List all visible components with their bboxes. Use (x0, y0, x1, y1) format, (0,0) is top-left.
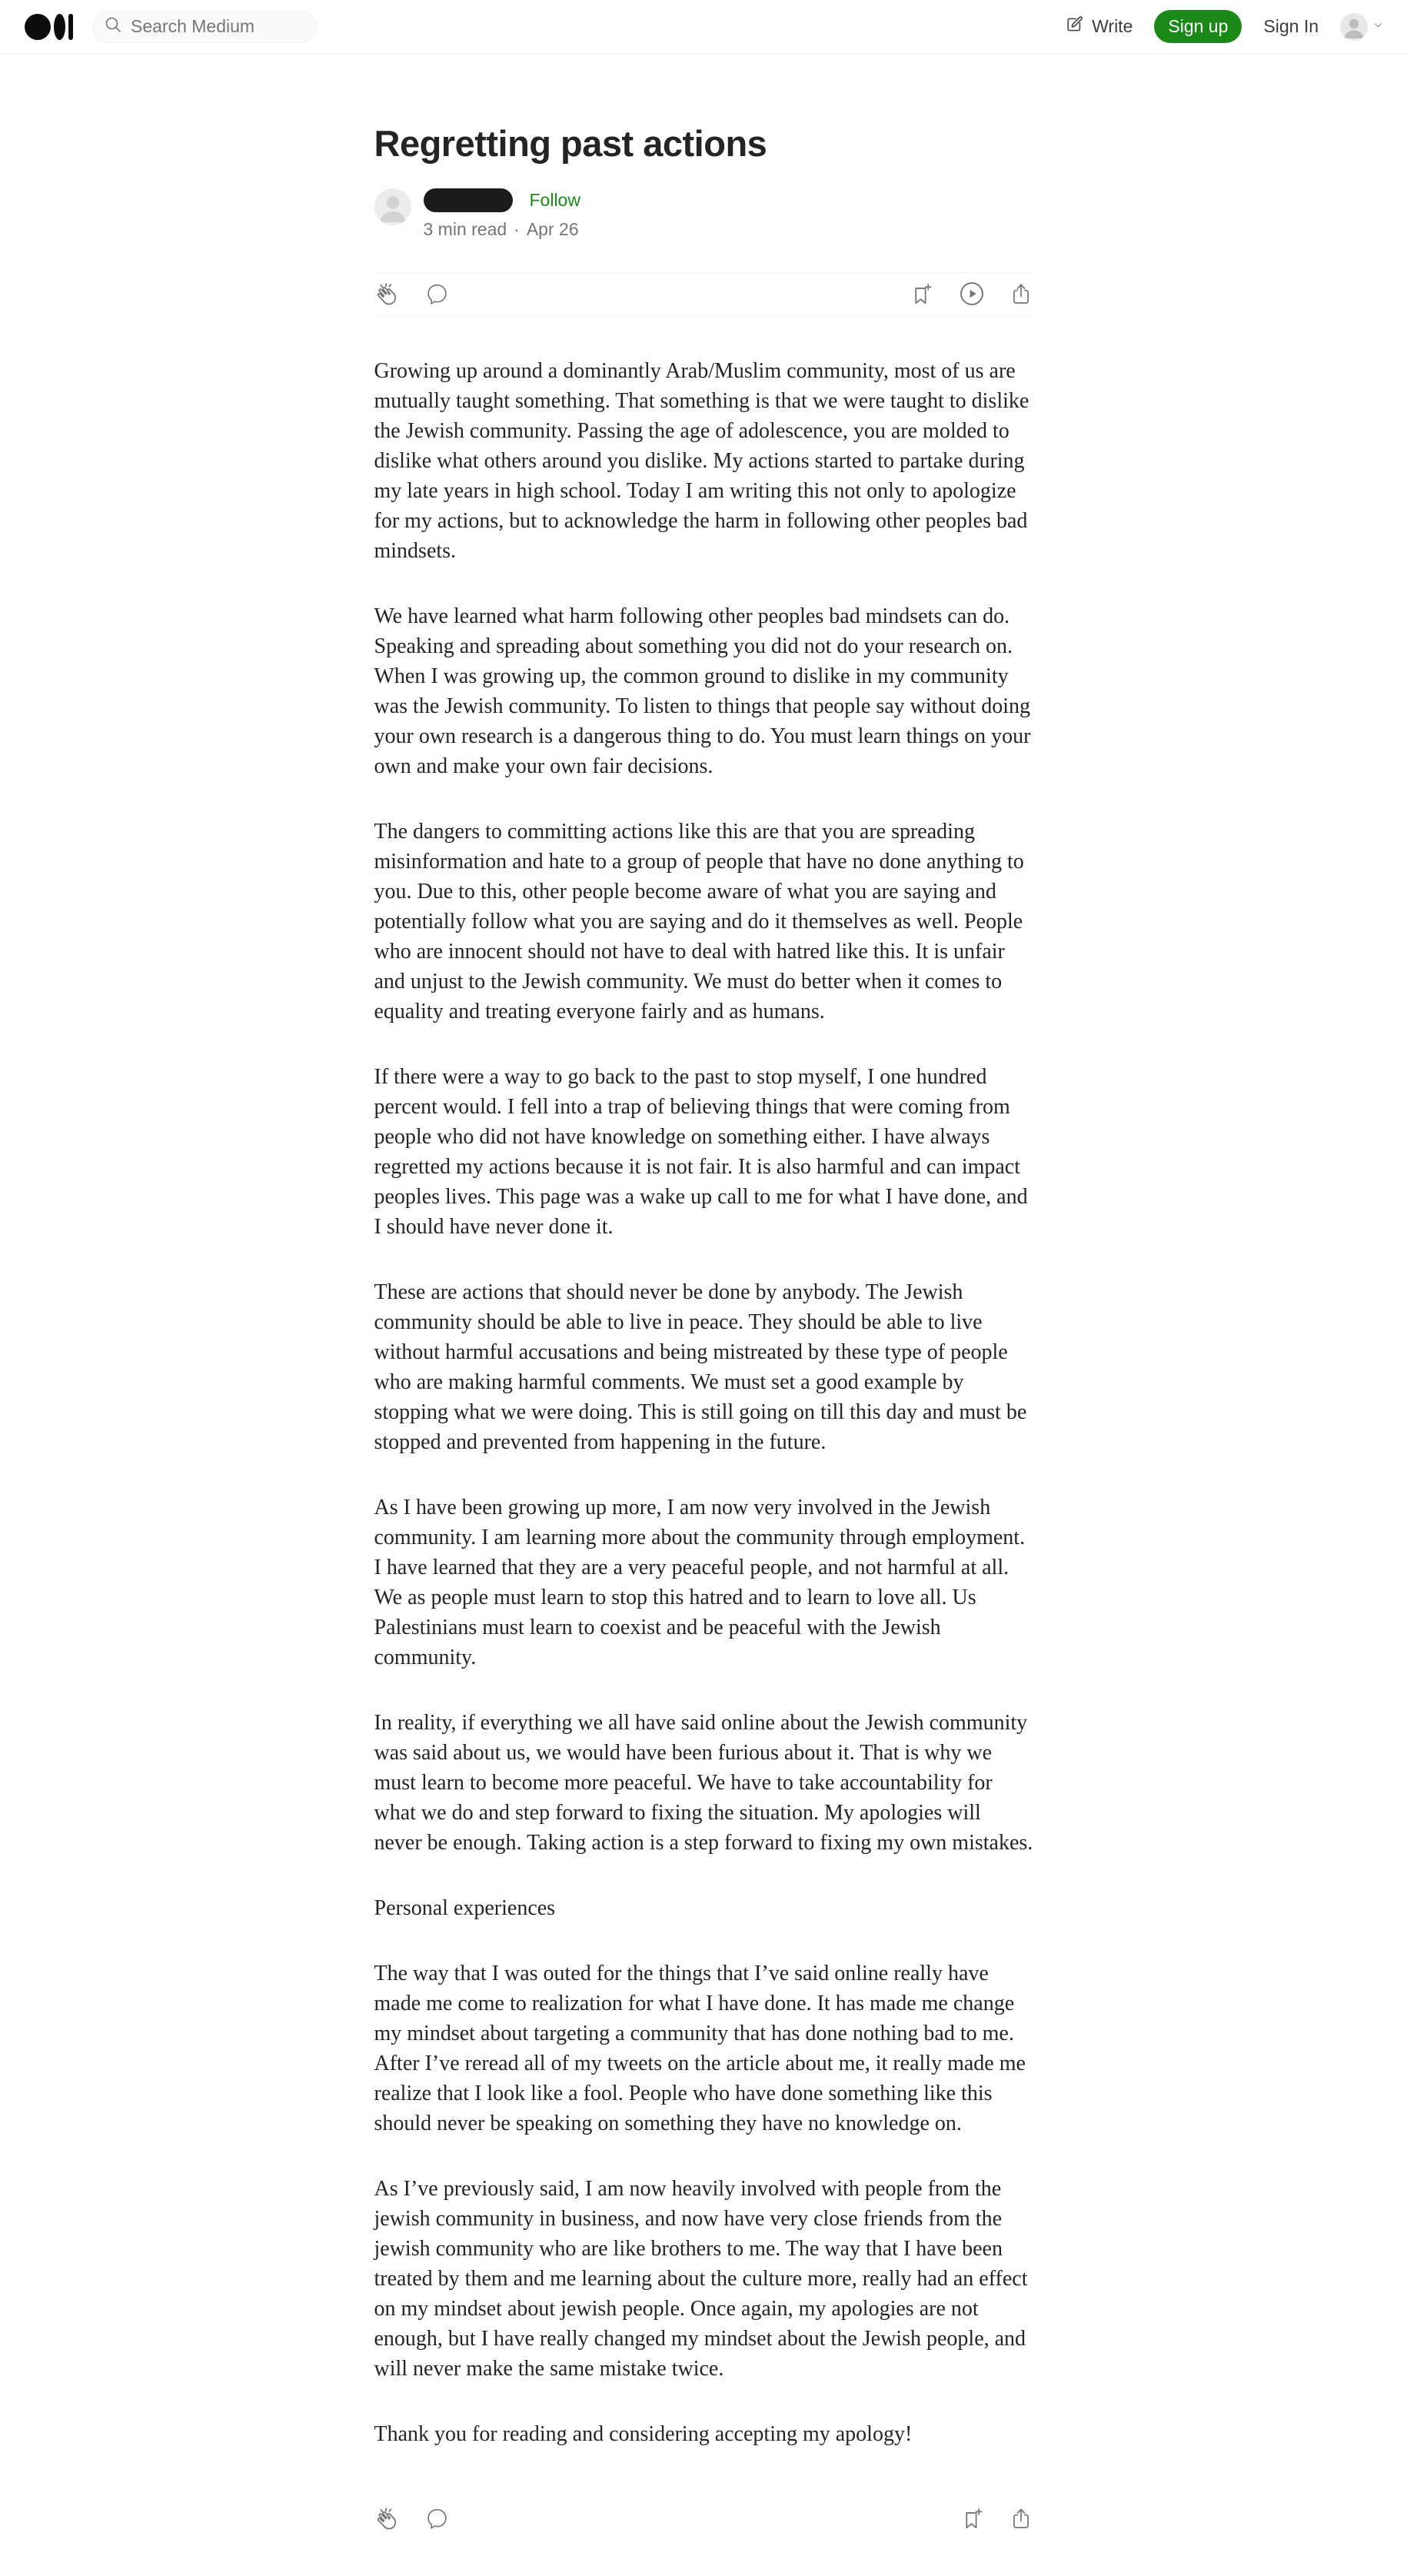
article-paragraph: As I’ve previously said, I am now heavily involved with people from the jewish community in business, and now have very close friends from the jewish community who are like brothers to me. The way that I have been treated by them and me learning about the culture more, really had an effect on my mindset about jewish people. Once again, my apologies are not enough, but I have really changed my mindset about the Jewish people, and will never make the same mistake twice. (374, 2176, 1028, 2381)
article-paragraph: We have learned what harm following other peoples bad mindsets can do. Speaking and spreading about something you did not do your research on. When I was growing up, the common ground to dislike in my community was the Jewish community. To listen to things that people say without doing your own research is a dangerous thing to do. You must learn things on your own and make your own fair decisions. (374, 604, 1031, 778)
share-button[interactable] (1009, 2506, 1033, 2531)
top-action-bar (374, 272, 1033, 316)
article-body (374, 356, 1033, 2449)
article-paragraph: The way that I was outed for the things that I’ve said online really have made me come to realization for what I have done. It has made me change my mindset about targeting a community that has done nothing bad to me. After I’ve reread all of my tweets on the article about me, it really made me realize that I look like a fool. People who have done something like this should never be speaking on something they have no knowledge on. (374, 1961, 1026, 2135)
medium-logo[interactable] (25, 14, 73, 40)
author-block (374, 188, 1033, 240)
sign-in-link[interactable]: Sign In (1263, 16, 1319, 36)
medium-logo-ellipse (54, 14, 65, 40)
comment-icon (426, 282, 449, 305)
bookmark-button[interactable] (960, 2506, 986, 2531)
page-title: Regretting past actions (374, 123, 767, 164)
clap-icon (374, 2506, 400, 2531)
article-paragraph: The dangers to committing actions like this are that you are spreading misinformation and hate to a group of people that have no done anything to you. Due to this, other people become aware of what you are saying and potentially follow what you are saying and do it themselves as well. People who are innocent should not have to deal with hatred like this. It is unfair and unjust to the Jewish community. We must do better when it comes to equality and treating everyone fairly and as humans. (374, 819, 1024, 1023)
read-time: 3 min read (423, 218, 507, 239)
clap-button[interactable] (374, 281, 400, 307)
medium-logo-circle (25, 14, 51, 40)
comment-icon (426, 2507, 449, 2530)
write-label: Write (1092, 16, 1133, 36)
medium-logo-line (68, 14, 73, 40)
article-paragraph-personal-experiences: Personal experiences (374, 1895, 556, 1920)
share-button[interactable] (1009, 281, 1033, 306)
search-icon (104, 15, 122, 38)
comment-button[interactable] (426, 2507, 449, 2530)
bookmark-button[interactable] (910, 281, 935, 307)
author-name-redacted[interactable] (424, 188, 513, 212)
follow-button[interactable]: Follow (529, 189, 580, 210)
publish-date: Apr 26 (526, 218, 579, 239)
article-container (374, 121, 1033, 2574)
share-icon (1009, 2506, 1033, 2531)
article-paragraph: In reality, if everything we all have said online about the Jewish community was said about us, we would have been furious about it. That is why we must learn to become more peaceful. We have to take accountability for what we do and step forward to fixing the situation. My apologies will never be enough. Taking action is a step forward to fixing my own mistakes. (374, 1710, 1033, 1855)
article-paragraph: Growing up around a dominantly Arab/Muslim community, most of us are mutually taught something. That something is that we were taught to dislike the Jewish community. Passing the age of adolescence, you are molded to dislike what others around you dislike. My actions started to partake during my late years in high school. Today I am writing this not only to apologize for my actions, but to acknowledge the harm in following other peoples bad mindsets. (374, 358, 1029, 563)
article-paragraph: As I have been growing up more, I am now very involved in the Jewish community. I am learning more about the community through employment. I have learned that they are a very peaceful people, and not harmful at all. We as people must learn to stop this hatred and to learn to love all. Us Palestinians must learn to coexist and be peaceful with the Jewish community. (374, 1495, 1026, 1669)
search-bar[interactable] (92, 11, 317, 43)
article-paragraph-closing: Thank you for reading and considering accepting my apology! (374, 2421, 913, 2446)
article-paragraph: These are actions that should never be done by anybody. The Jewish community should be able to live in peace. They should be able to live without harmful accusations and being mistreated by these type of people who are making harmful comments. We must set a good example by stopping what we were doing. This is still going on till this day and must be stopped and prevented from happening in the future. (374, 1280, 1027, 1454)
bookmark-add-icon (960, 2506, 986, 2531)
clap-button[interactable] (374, 2506, 400, 2531)
write-button[interactable] (1064, 15, 1133, 39)
listen-button[interactable] (958, 280, 986, 308)
search-input[interactable] (131, 16, 305, 37)
article-paragraph: If there were a way to go back to the past to stop myself, I one hundred percent would. I fell into a trap of believing things that were coming from people who did not have knowledge on something either. I have always regretted my actions because it is not fair. It is also harmful and can impact peoples lives. This page was a wake up call to me for what I have done, and I should have never done it. (374, 1064, 1028, 1239)
clap-icon (374, 281, 400, 307)
bookmark-add-icon (910, 281, 935, 307)
author-avatar[interactable] (374, 188, 411, 240)
bottom-action-bar (374, 2506, 1033, 2531)
top-nav (0, 0, 1407, 54)
share-icon (1009, 281, 1033, 306)
write-icon (1064, 15, 1084, 39)
avatar-icon (1340, 13, 1368, 41)
chevron-down-icon (1372, 19, 1384, 35)
sign-up-button[interactable]: Sign up (1154, 10, 1242, 43)
comment-button[interactable] (426, 282, 449, 305)
listen-icon (958, 280, 986, 308)
article-meta (424, 219, 580, 240)
meta-separator: · (514, 218, 520, 239)
account-menu[interactable] (1340, 13, 1384, 41)
